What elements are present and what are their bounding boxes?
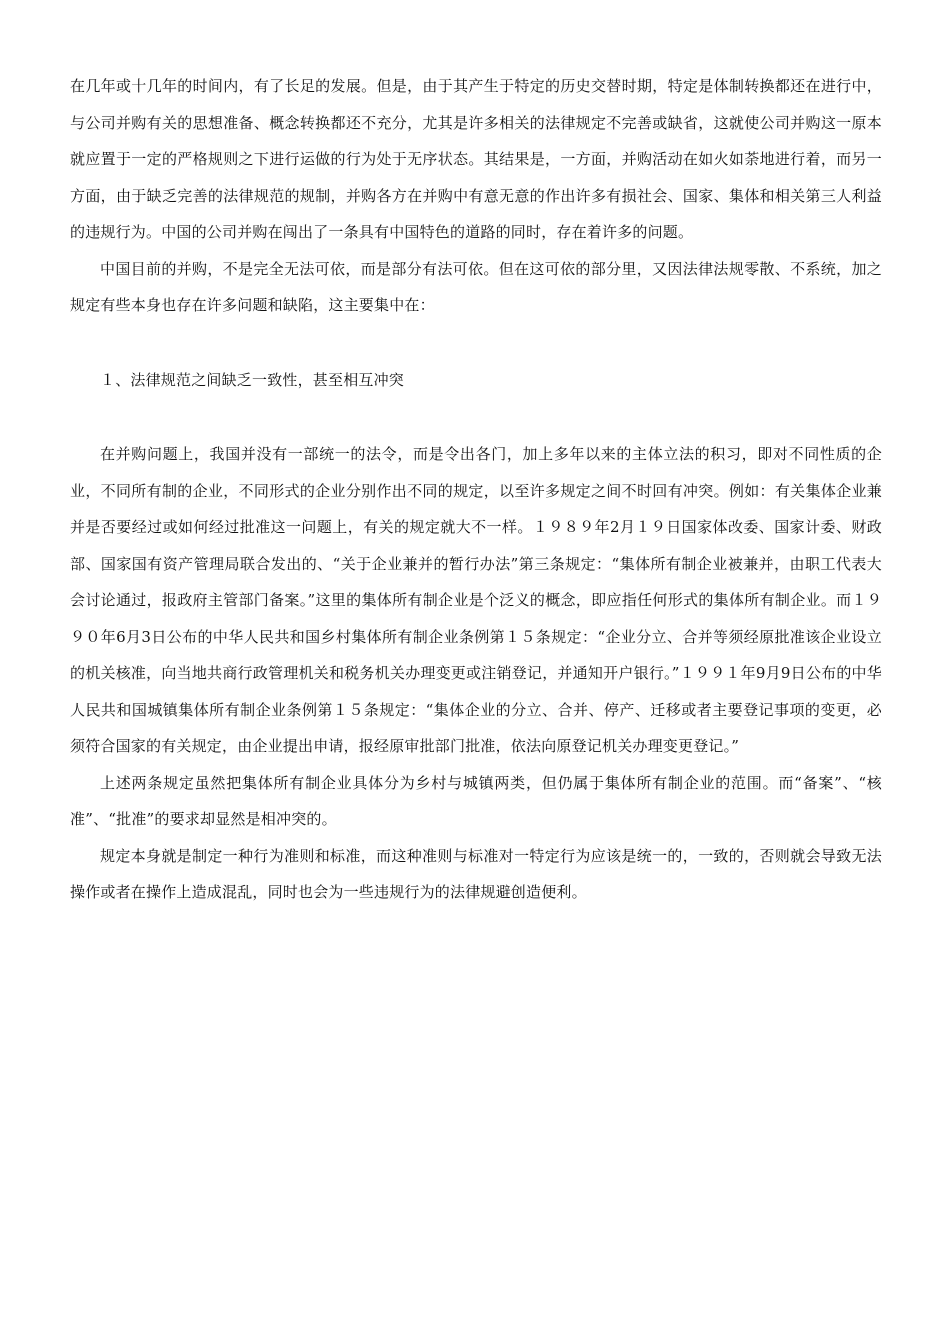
paragraph-intro: 中国目前的并购，不是完全无法可依，而是部分有法可依。但在这可依的部分里，又因法律法规零散、不系统，加之规定有些本身也存在许多问题和缺陷，这主要集中在： <box>70 259 882 314</box>
paragraph-conclusion: 规定本身就是制定一种行为准则和标准，而这种准则与标准对一特定行为应该是统一的，一致的，否则就会导致无法操作或者在操作上造成混乱，同时也会为一些违规行为的法律规避创造便利。 <box>70 846 882 901</box>
paragraph-conflict: 上述两条规定虽然把集体所有制企业具体分为乡村与城镇两类，但仍属于集体所有制企业的范围。而“备案”、“核准”、“批准”的要求却显然是相冲突的。 <box>70 773 882 828</box>
section-heading: １、法律规范之间缺乏一致性，甚至相互冲突 <box>100 370 405 389</box>
document-page <box>70 68 882 911</box>
paragraph-continuation: 在几年或十几年的时间内，有了长足的发展。但是，由于其产生于特定的历史交替时期，特定是体制转换都还在进行中，与公司并购有关的思想准备、概念转换都还不充分，尤其是许多相关的法律规定不完善或缺省，这就使公司并购这一原本就应置于一定的严格规则之下进行运做的行为处于无序状态。其结果是，一方面，并购活动在如火如荼地进行着，而另一方面，由于缺乏完善的法律规范的规制，并购各方在并购中有意无意的作出许多有损社会、国家、集体和相关第三人利益的违规行为。中国的公司并购在闯出了一条具有中国特色的道路的同时，存在着许多的问题。 <box>70 77 882 241</box>
paragraph-body: 在并购问题上，我国并没有一部统一的法令，而是令出各门，加上多年以来的主体立法的积习，即对不同性质的企业，不同所有制的企业，不同形式的企业分别作出不同的规定，以至许多规定之间不时回有冲突。例如：有关集体企业兼并是否要经过或如何经过批准这一问题上，有关的规定就大不一样。１９８９年2月１９日国家体改委、国家计委、财政部、国家国有资产管理局联合发出的、“关于企业兼并的暂行办法”第三条规定：“集体所有制企业被兼并，由职工代表大会讨论通过，报政府主管部门备案。”这里的集体所有制企业是个泛义的概念，即应指任何形式的集体所有制企业。而１９９０年6月3日公布的中华人民共和国乡村集体所有制企业条例第１５条规定：“企业分立、合并等须经原批准该企业设立的机关核准，向当地共商行政管理机关和税务机关办理变更或注销登记，并通知开户银行。”１９９１年9月9日公布的中华人民共和国城镇集体所有制企业条例第１５条规定：“集体企业的分立、合并、停产、迁移或者主要登记事项的变更，必须符合国家的有关规定，由企业提出申请，报经原审批部门批准，依法向原登记机关办理变更登记。” <box>70 445 882 755</box>
